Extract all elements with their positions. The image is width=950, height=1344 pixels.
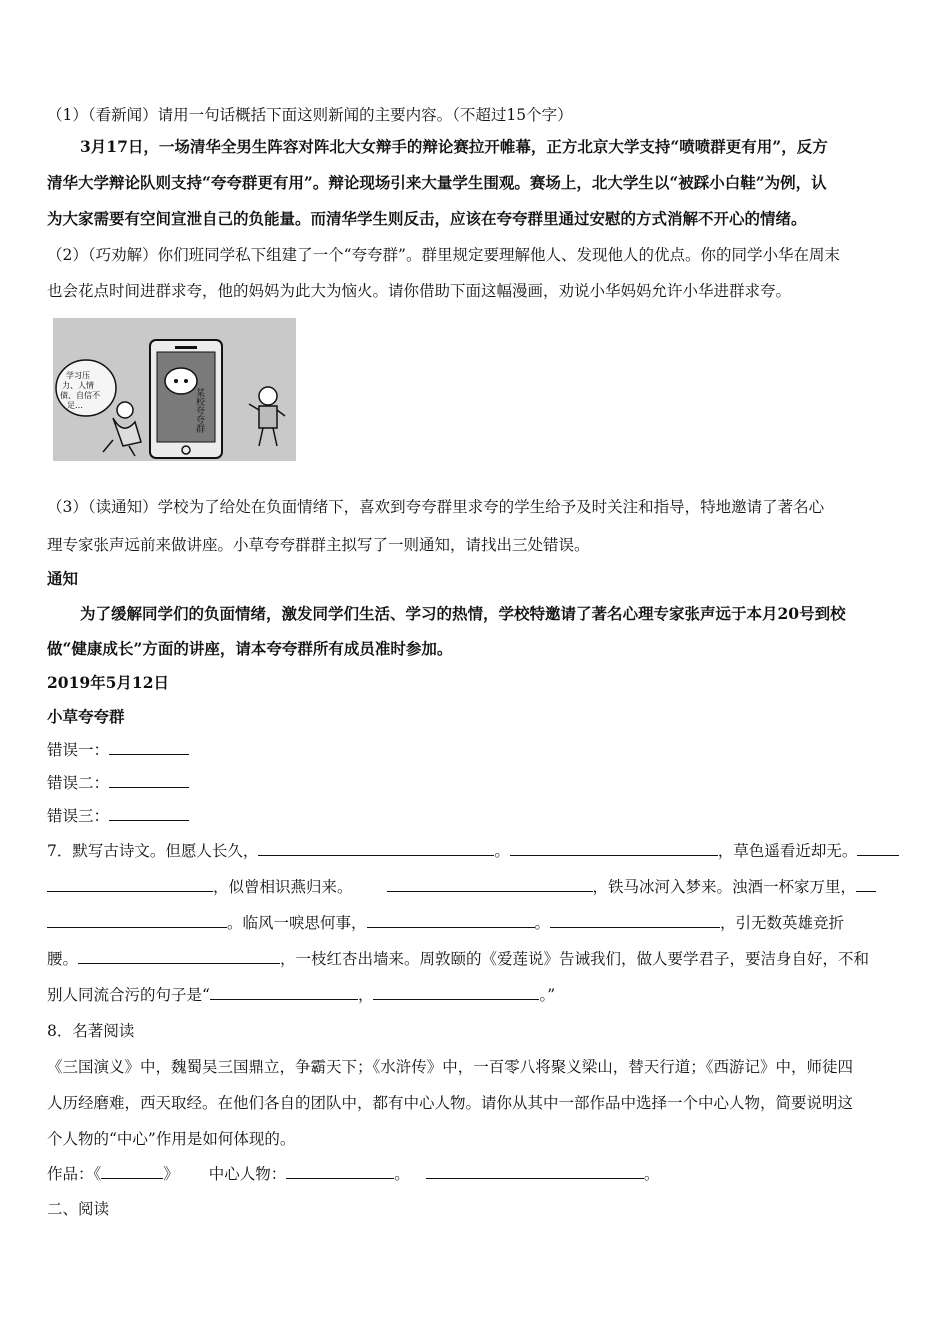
- phone-label: 某校夸夸群: [194, 388, 204, 433]
- q7-blank-3b[interactable]: [47, 876, 213, 892]
- q7-blank-5a[interactable]: [856, 876, 876, 892]
- error-3-blank[interactable]: [109, 805, 189, 821]
- bubble-line-3: 债、自信不: [60, 391, 100, 400]
- section-2-heading: 二、阅读: [47, 1200, 110, 1218]
- q7-text-9: 。”: [539, 986, 556, 1004]
- q7-intro: 7．默写古诗文。但愿人长久，: [47, 842, 259, 860]
- q7-text-4: 。临风一唳思何事，: [227, 914, 367, 932]
- q7-blank-4[interactable]: [387, 876, 593, 892]
- q1-news-line-2: 清华大学辩论队则支持“夸夸群更有用”。辩论现场引来大量学生围观。赛场上，北大学生以“被踩小白鞋”为例，认: [47, 173, 827, 192]
- q1-news-line-1: 3月17日，一场清华全男生阵容对阵北大女辩手的辩论赛拉开帷幕，正方北京大学支持“喷喷群更有用”，反方: [80, 137, 828, 156]
- notice-title: 通知: [47, 569, 79, 588]
- q7-sep-1: 。: [494, 842, 510, 860]
- q3-line-1: （3）（读通知）学校为了给处在负面情绪下，喜欢到夸夸群里求夸的学生给予及时关注和指导，特地邀请了著名心: [47, 498, 825, 516]
- notice-body-line-2: 做“健康成长”方面的讲座，请本夸夸群所有成员准时参加。: [47, 639, 453, 658]
- person-label: 中心人物：: [208, 1165, 287, 1183]
- q7-blank-8[interactable]: [78, 948, 280, 964]
- work-prefix: 作品：《: [47, 1165, 102, 1183]
- work-suffix: 》: [163, 1165, 179, 1183]
- q7-blank-1[interactable]: [258, 840, 494, 856]
- q8-line-2: 人历经磨难，西天取经。在他们各自的团队中，都有中心人物。请你从其中一部作品中选择一个中心人物，简要说明这: [47, 1094, 854, 1112]
- bubble-drawing: [56, 360, 116, 416]
- q7-text-6: 腰。: [47, 950, 79, 968]
- error-1-row: [47, 739, 189, 761]
- error-2-blank[interactable]: [109, 772, 189, 788]
- q7-blank-3a[interactable]: [857, 840, 899, 856]
- q7-line-3: [47, 912, 844, 934]
- q7-blank-5b[interactable]: [47, 912, 227, 928]
- work-blank[interactable]: [101, 1163, 163, 1179]
- explanation-blank[interactable]: [426, 1163, 644, 1179]
- phone-drawing: [150, 340, 222, 458]
- error-1-label: 错误一：: [47, 741, 110, 759]
- bubble-line-4: 足…: [67, 401, 83, 410]
- q7-line-5: [47, 984, 555, 1006]
- q7-text-7: ，一枝红杏出墙来。周敦颐的《爱莲说》告诫我们，做人要学君子，要洁身自好，不和: [280, 950, 870, 968]
- comic-illustration: [53, 318, 296, 461]
- notice-body-line-1: 为了缓解同学们的负面情绪，激发同学们生活、学习的热情，学校特邀请了著名心理专家张声远于本月20号到校: [80, 604, 846, 623]
- q8-title: 8．名著阅读: [47, 1022, 135, 1040]
- q7-blank-2[interactable]: [510, 840, 718, 856]
- q1-news-line-3: 为大家需要有空间宣泄自己的负能量。而清华学生则反击，应该在夸夸群里通过安慰的方式消解不开心的情绪。: [47, 209, 807, 228]
- q7-text-8: 别人同流合污的句子是“: [47, 986, 210, 1004]
- q7-blank-9[interactable]: [210, 984, 358, 1000]
- error-2-label: 错误二：: [47, 774, 110, 792]
- q7-text-5: ，引无数英雄竞折: [720, 914, 845, 932]
- notice-signer: 小草夸夸群: [47, 707, 125, 726]
- error-1-blank[interactable]: [109, 739, 189, 755]
- error-3-row: [47, 805, 189, 827]
- q8-line-3: 个人物的“中心”作用是如何体现的。: [47, 1130, 296, 1148]
- person-end: 。: [394, 1165, 410, 1183]
- error-3-label: 错误三：: [47, 807, 110, 825]
- notice-date: 2019年5月12日: [47, 673, 169, 692]
- q7-line-2: [47, 876, 876, 898]
- final-end: 。: [643, 1165, 660, 1183]
- q1-title: （1）（看新闻）请用一句话概括下面这则新闻的主要内容。（不超过15个字）: [47, 106, 573, 124]
- q2-line-2: 也会花点时间进群求夸，他的妈妈为此大为恼火。请你借助下面这幅漫画，劝说小华妈妈允许小华进群求夸。: [47, 282, 792, 300]
- q7-blank-10[interactable]: [373, 984, 539, 1000]
- q7-blank-7[interactable]: [550, 912, 720, 928]
- q2-line-1: （2）（巧劝解）你们班同学私下组建了一个“夸夸群”。群里规定要理解他人、发现他人的优点。你的同学小华在周末: [47, 246, 840, 264]
- error-2-row: [47, 772, 189, 794]
- q7-line-1: [47, 840, 899, 862]
- q7-sep-2: 。: [534, 914, 551, 932]
- q7-line-4: [47, 948, 869, 970]
- q8-answer-row: [47, 1163, 659, 1185]
- q3-line-2: 理专家张声远前来做讲座。小草夸夸群群主拟写了一则通知，请找出三处错误。: [47, 536, 590, 554]
- q7-text-2: ，似曾相识燕归来。: [213, 878, 353, 896]
- q7-blank-6[interactable]: [367, 912, 535, 928]
- q7-text-1: ，草色遥看近却无。: [717, 842, 858, 860]
- bubble-line-1: 学习压: [66, 371, 90, 380]
- q7-text-3: ，铁马冰河入梦来。浊酒一杯家万里，: [592, 878, 857, 896]
- q7-sep-3: ，: [357, 986, 374, 1004]
- q8-line-1: 《三国演义》中，魏蜀吴三国鼎立，争霸天下；《水浒传》中，一百零八将聚义梁山，替天行道；《西游记》中，师徒四: [47, 1058, 854, 1076]
- person-blank[interactable]: [286, 1163, 394, 1179]
- bubble-line-2: 力、人情: [62, 381, 94, 390]
